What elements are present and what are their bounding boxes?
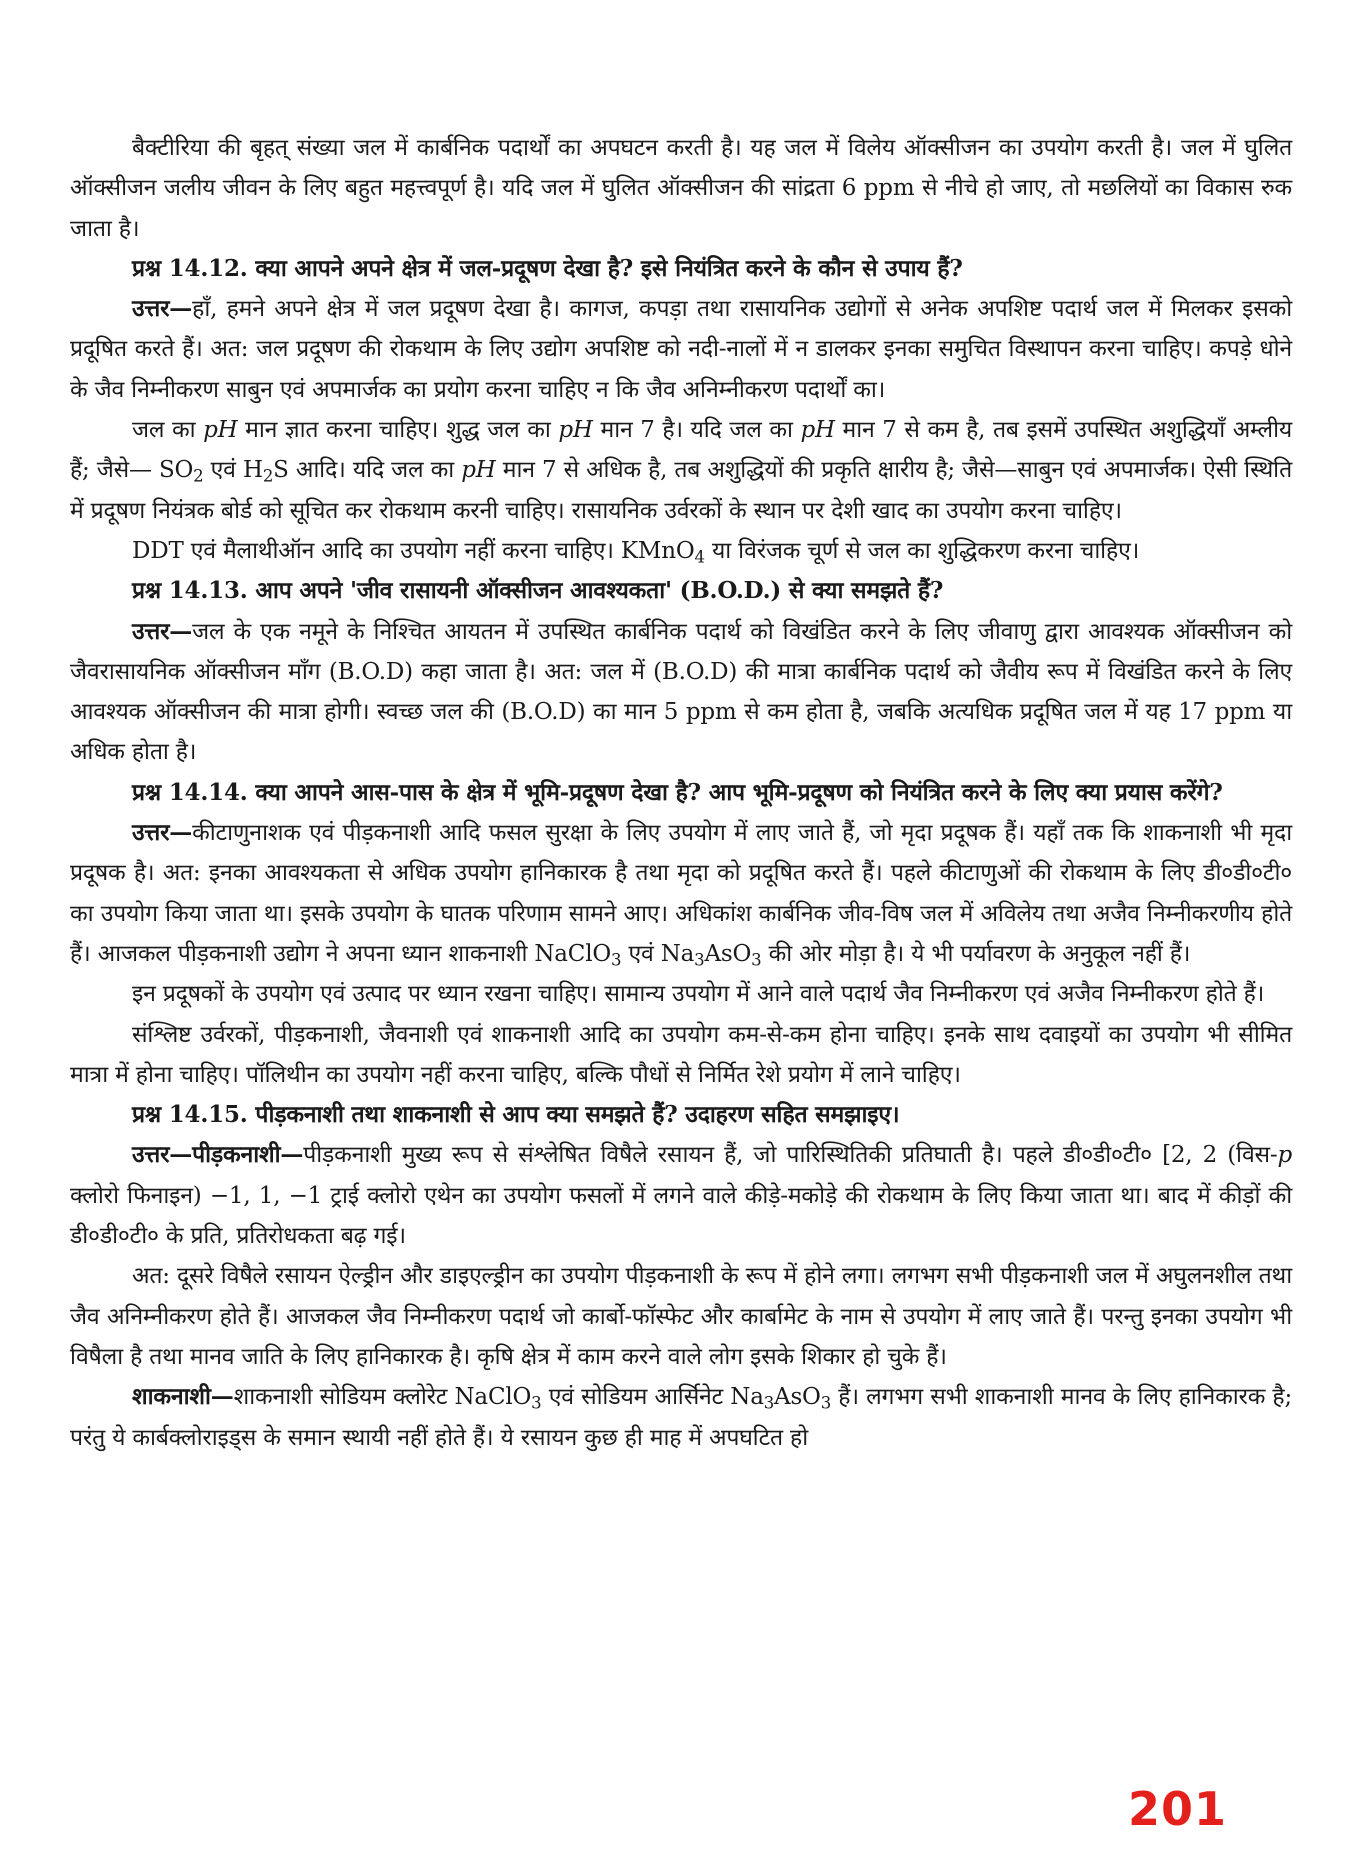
text-run: या विरंजक चूर्ण से जल का शुद्धिकरण करना चाहिए। — [704, 537, 1140, 564]
text-run: मान 7 है। यदि जल का — [592, 417, 801, 444]
paragraph-bacteria-oxygen — [70, 128, 1292, 249]
answer-text: संश्लिष्ट उर्वरकों, पीड़कनाशी, जैवनाशी एवं शाकनाशी आदि का उपयोग कम-से-कम होना चाहिए। इनके साथ दवाइयों का उपयोग भी सीमित मात्रा में होना चाहिए। पॉलिथीन का उपयोग नहीं करना चाहिए, बल्कि पौधों से निर्मित रेशे प्रयोग में लाने चाहिए। — [70, 1021, 1292, 1088]
subscript: 3 — [763, 1393, 775, 1413]
answer-sub-label: शाकनाशी— — [132, 1383, 234, 1411]
answer-14-13 — [70, 612, 1292, 773]
subscript: 3 — [694, 950, 705, 970]
text-run: एवं Na — [621, 940, 695, 967]
subscript: 4 — [694, 547, 705, 567]
answer-14-15-part-1 — [70, 1135, 1292, 1256]
subscript: 2 — [262, 467, 274, 486]
text-run: मान 7 से अधिक है, तब अशुद्धियों की प्रकृति क्षारीय है; जैसे—साबुन एवं अपमार्जक। ऐसी स्थिति में प्रदूषण नियंत्रक बोर्ड को सूचित कर रोकथाम करनी चाहिए। रासायनिक उर्वरकों के स्थान पर देशी खाद का उपयोग करना चाहिए। — [70, 457, 1292, 524]
answer-label: उत्तर— — [132, 819, 193, 847]
text-run: कीटाणुनाशक एवं पीड़कनाशी आदि फसल सुरक्षा के लिए उपयोग में लाए जाते हैं, जो मृदा प्रदूषक हैं। यहाँ तक कि शाकनाशी भी मृदा प्रदूषक है। अत: इनका आवश्यकता से अधिक उपयोग हानिकारक है तथा मृदा को प्रदूषित करते हैं। पहले कीटाणुओं की रोकथाम के लिए डी०डी०टी० का उपयोग किया जाता था। इसके उपयोग के घातक परिणाम सामने आए। अधिकांश कार्बनिक जीव-विष जल में अविलेय तथा अजैव निम्नीकरणीय होते हैं। आजकल पीड़कनाशी उद्योग ने अपना ध्यान शाकनाशी NaClO — [70, 820, 1292, 967]
subscript: 3 — [820, 1393, 832, 1413]
paragraph-text: बैक्टीरिया की बृहत् संख्या जल में कार्बनिक पदार्थों का अपघटन करती है। यह जल में विलेय ऑक्सीजन का उपयोग करती है। जल में घुलित ऑक्सीजन जलीय जीवन के लिए बहुत महत्त्वपूर्ण है। यदि जल में घुलित ऑक्सीजन की सांद्रता 6 ppm से नीचे हो जाए, तो मछलियों का विकास रुक जाता है। — [70, 135, 1292, 242]
answer-text: इन प्रदूषकों के उपयोग एवं उत्पाद पर ध्यान रखना चाहिए। सामान्य उपयोग में आने वाले पदार्थ जैव निम्नीकरण एवं अजैव निम्नीकरण होते हैं। — [132, 981, 1265, 1008]
ph-symbol: pH — [800, 417, 835, 444]
subscript: 3 — [751, 950, 762, 970]
question-text: प्रश्न 14.12. क्या आपने अपने क्षेत्र में जल-प्रदूषण देखा है? इसे नियंत्रित करने के कौन से उपाय हैं? — [132, 254, 963, 282]
answer-label: उत्तर—पीड़कनाशी— — [132, 1141, 304, 1169]
question-14-12 — [70, 249, 1292, 289]
text-run: की ओर मोड़ा है। ये भी पर्यावरण के अनुकूल नहीं हैं। — [761, 940, 1191, 967]
answer-14-14-part-3 — [70, 1015, 1292, 1096]
text-run: क्लोरो फिनाइन) −1, 1, −1 ट्राई क्लोरो एथेन का उपयोग फसलों में लगने वाले कीड़े-मकोड़े की रोकथाम के लिए किया जाता था। बाद में कीड़ों की डी०डी०टी० के प्रति, प्रतिरोधकता बढ़ गई। — [70, 1182, 1292, 1250]
answer-14-12-part-2 — [70, 410, 1292, 531]
text-run: एवं सोडियम आर्सिनेट Na — [541, 1384, 764, 1411]
text-run: पीड़कनाशी मुख्य रूप से संश्लेषित विषैले रसायन हैं, जो पारिस्थितिकी प्रतिघाती है। पहले डी०डी०टी० [2, 2 (विस- — [303, 1142, 1278, 1169]
ph-symbol: pH — [461, 457, 496, 484]
answer-14-12-part-1 — [70, 289, 1292, 410]
question-text: प्रश्न 14.15. पीड़कनाशी तथा शाकनाशी से आप क्या समझते हैं? उदाहरण सहित समझाइए। — [132, 1101, 900, 1129]
question-text: प्रश्न 14.13. आप अपने 'जीव रासायनी ऑक्सीजन आवश्यकता' (B.O.D.) से क्या समझते हैं? — [132, 577, 944, 605]
textbook-page — [70, 128, 1292, 1458]
text-run: जल का — [132, 417, 204, 444]
para-symbol: p — [1277, 1142, 1292, 1169]
answer-14-15-part-3 — [70, 1377, 1292, 1458]
subscript: 3 — [611, 950, 622, 970]
text-run: शाकनाशी सोडियम क्लोरेट NaClO — [233, 1384, 532, 1411]
text-run: मान 7 से कम है, तब इसमें उपस्थित अशुद्धियाँ अम्लीय हैं; जैसे— SO — [70, 417, 1293, 484]
subscript: 2 — [193, 467, 204, 486]
text-run: मान ज्ञात करना चाहिए। शुद्ध जल का — [237, 417, 559, 444]
ph-symbol: pH — [203, 417, 238, 444]
answer-14-14-part-2 — [70, 974, 1292, 1014]
question-14-15 — [70, 1095, 1292, 1135]
answer-text: हाँ, हमने अपने क्षेत्र में जल प्रदूषण देखा है। कागज, कपड़ा तथा रासायनिक उद्योगों से अनेक अपशिष्ट पदार्थ जल में मिलकर इसको प्रदूषित करते हैं। अत: जल प्रदूषण की रोकथाम के लिए उद्योग अपशिष्ट को नदी-नालों में न डालकर इनका समुचित विस्थापन करना चाहिए। कपड़े धोने के जैव निम्नीकरण साबुन एवं अपमार्जक का प्रयोग करना चाहिए न कि जैव अनिम्नीकरण पदार्थों का। — [70, 296, 1292, 403]
text-run: AsO — [704, 940, 752, 967]
answer-14-15-part-2 — [70, 1256, 1292, 1377]
answer-14-12-part-3 — [70, 531, 1292, 571]
answer-text: अत: दूसरे विषैले रसायन ऐल्ड्रीन और डाइएल्ड्रीन का उपयोग पीड़कनाशी के रूप में होने लगा। लगभग सभी पीड़कनाशी जल में अघुलनशील तथा जैव अनिम्नीकरण होते हैं। आजकल जैव निम्नीकरण पदार्थ जो कार्बो-फॉस्फेट और कार्बामेट के नाम से उपयोग में लाए जाते हैं। परन्तु इनका उपयोग भी विषैला है तथा मानव जाति के लिए हानिकारक है। कृषि क्षेत्र में काम करने वाले लोग इसके शिकार हो चुके हैं। — [70, 1263, 1293, 1370]
answer-14-14-part-1 — [70, 813, 1292, 974]
text-run: DDT एवं मैलाथीऑन आदि का उपयोग नहीं करना चाहिए। KMnO — [132, 537, 695, 564]
ph-symbol: pH — [558, 417, 593, 444]
text-run: हैं। लगभग सभी शाकनाशी मानव के लिए हानिकारक है; परंतु ये कार्बक्लोराइड्स के समान स्थायी नहीं होते हैं। ये रसायन कुछ ही माह में अपघटित हो — [70, 1384, 1292, 1451]
text-run: एवं H — [203, 457, 263, 484]
text-run: AsO — [774, 1384, 821, 1411]
answer-label: उत्तर— — [132, 295, 193, 323]
question-14-13 — [70, 571, 1292, 611]
page-number: 201 — [1128, 1782, 1228, 1836]
text-run: S आदि। यदि जल का — [273, 457, 462, 484]
answer-text: जल के एक नमूने के निश्चित आयतन में उपस्थित कार्बनिक पदार्थ को विखंडित करने के लिए जीवाणु द्वारा आवश्यक ऑक्सीजन को जैवरासायनिक ऑक्सीजन माँग (B.O.D) कहा जाता है। अत: जल में (B.O.D) की मात्रा कार्बनिक पदार्थ को जैवीय रूप में विखंडित करने के लिए आवश्यक ऑक्सीजन की मात्रा होगी। स्वच्छ जल की (B.O.D) का मान 5 ppm से कम होता है, जबकि अत्यधिक प्रदूषित जल में यह 17 ppm या अधिक होता है। — [70, 618, 1292, 766]
question-14-14 — [70, 773, 1292, 813]
answer-label: उत्तर— — [132, 617, 193, 645]
question-text: प्रश्न 14.14. क्या आपने आस-पास के क्षेत्र में भूमि-प्रदूषण देखा है? आप भूमि-प्रदूषण को नियंत्रित करने के लिए क्या प्रयास करेंगे? — [132, 778, 1223, 806]
subscript: 3 — [531, 1393, 542, 1413]
